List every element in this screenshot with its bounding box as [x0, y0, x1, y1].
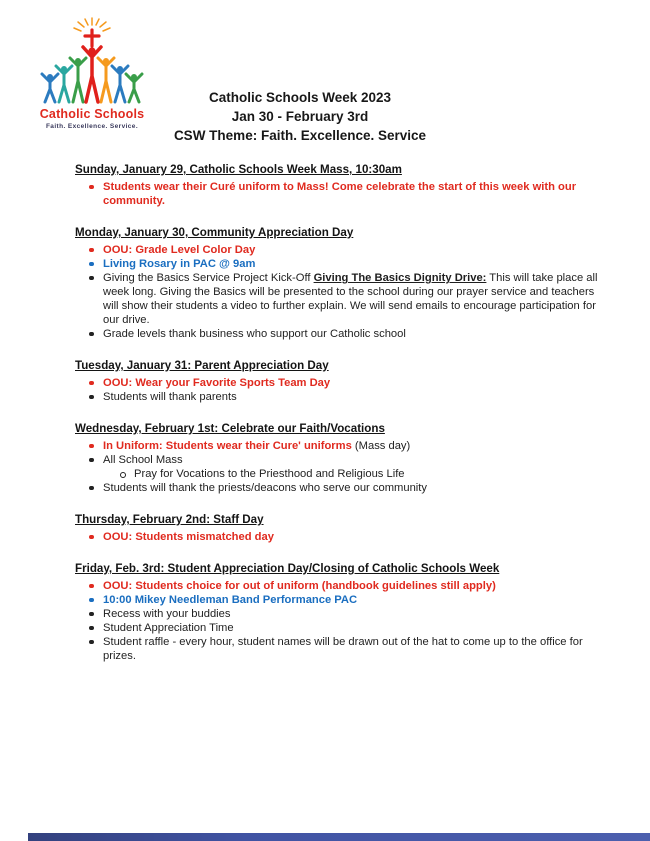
disc-bullet-icon — [88, 579, 103, 593]
disc-bullet-icon — [88, 327, 103, 341]
section-heading: Monday, January 30, Community Appreciation Day — [75, 226, 354, 239]
disc-bullet-icon — [88, 257, 103, 271]
schedule-item — [75, 243, 599, 257]
disc-bullet-icon — [88, 621, 103, 635]
text-segment: OOU: Students choice for out of uniform (handbook guidelines still apply) — [103, 580, 496, 592]
text-segment: Student Appreciation Time — [103, 622, 234, 634]
text-segment: Pray for Vocations to the Priesthood and Religious Life — [134, 468, 405, 480]
section-heading: Friday, Feb. 3rd: Student Appreciation Day/Closing of Catholic Schools Week — [75, 562, 500, 575]
disc-bullet-icon — [88, 593, 103, 607]
schedule-section — [75, 422, 599, 495]
section-heading: Sunday, January 29, Catholic Schools Week Mass, 10:30am — [75, 163, 402, 176]
catholic-schools-logo-graphic — [37, 16, 147, 106]
item-text — [134, 467, 599, 481]
item-text — [103, 481, 599, 495]
text-segment: Students will thank parents — [103, 391, 237, 403]
schedule-item — [75, 257, 599, 271]
text-segment: Giving The Basics Dignity Drive: — [313, 272, 487, 284]
text-segment: 10:00 Mikey Needleman Band Performance PAC — [103, 594, 358, 606]
section-heading: Thursday, February 2nd: Staff Day — [75, 513, 264, 526]
title-line-1: Catholic Schools Week 2023 — [208, 90, 392, 105]
text-segment: Grade levels thank business who support our Catholic school — [103, 328, 406, 340]
text-segment: This will take place all week long. Giving the Basics will be presented to the school during our prayer service and teachers will show their students a video to further explain. We will send emails to encourage participation for our drive. — [103, 272, 598, 326]
schedule-section — [75, 513, 599, 544]
text-segment: OOU: Students mismatched day — [103, 531, 274, 543]
circle-bullet-icon — [119, 467, 134, 481]
disc-bullet-icon — [88, 453, 103, 467]
schedule-section — [75, 163, 599, 208]
cross-icon — [85, 30, 99, 46]
text-segment: OOU: Grade Level Color Day — [103, 244, 256, 256]
item-text — [103, 243, 599, 257]
schedule-item — [75, 390, 599, 404]
schedule-section — [75, 562, 599, 663]
item-text — [103, 635, 599, 663]
schedule-item — [75, 593, 599, 607]
text-segment: In Uniform: Students wear their Cure' uniforms — [103, 440, 352, 452]
item-text — [103, 257, 599, 271]
schedule-section — [75, 359, 599, 404]
disc-bullet-icon — [88, 376, 103, 390]
disc-bullet-icon — [88, 439, 103, 453]
disc-bullet-icon — [88, 607, 103, 621]
schedule-item — [75, 481, 599, 495]
disc-bullet-icon — [88, 635, 103, 663]
scan-artifact-bar — [28, 833, 650, 841]
schedule-item — [75, 327, 599, 341]
text-segment: All School Mass — [103, 454, 183, 466]
schedule-item — [75, 530, 599, 544]
disc-bullet-icon — [88, 271, 103, 327]
schedule-item — [75, 467, 599, 481]
item-text — [103, 180, 599, 208]
disc-bullet-icon — [88, 481, 103, 495]
schedule-item — [75, 453, 599, 467]
item-text — [103, 579, 599, 593]
item-text — [103, 390, 599, 404]
schedule-item — [75, 180, 599, 208]
schedule-item — [75, 376, 599, 390]
item-text — [103, 439, 599, 453]
item-text — [103, 453, 599, 467]
schedule-item — [75, 635, 599, 663]
title-line-2: Jan 30 - February 3rd — [231, 109, 369, 124]
schedule-item — [75, 607, 599, 621]
text-segment: Student raffle - every hour, student names will be drawn out of the hat to come up to the office for prizes. — [103, 636, 583, 662]
schedule-item — [75, 439, 599, 453]
disc-bullet-icon — [88, 180, 103, 208]
text-segment: Students wear their Curé uniform to Mass! Come celebrate the start of this week with our community. — [103, 181, 577, 207]
text-segment: OOU: Wear your Favorite Sports Team Day — [103, 377, 331, 389]
section-heading: Wednesday, February 1st: Celebrate our Faith/Vocations — [75, 422, 385, 435]
item-text — [103, 271, 599, 327]
disc-bullet-icon — [88, 243, 103, 257]
title-line-3: CSW Theme: Faith. Excellence. Service — [173, 128, 427, 143]
document-title — [150, 88, 450, 145]
item-text — [103, 607, 599, 621]
item-text — [103, 621, 599, 635]
schedule-item — [75, 271, 599, 327]
item-text — [103, 376, 599, 390]
schedule-item — [75, 621, 599, 635]
text-segment: Living Rosary in PAC @ 9am — [103, 258, 256, 270]
item-text — [103, 530, 599, 544]
text-segment: Students will thank the priests/deacons who serve our community — [103, 482, 427, 494]
item-text — [103, 593, 599, 607]
item-text — [103, 327, 599, 341]
schedule-section — [75, 226, 599, 341]
text-segment: Recess with your buddies — [103, 608, 231, 620]
schedule — [75, 163, 599, 681]
text-segment: (Mass day) — [351, 440, 411, 452]
text-segment: Giving the Basics Service Project Kick-Off — [103, 272, 314, 284]
logo-tagline: Faith. Excellence. Service. — [45, 123, 139, 130]
disc-bullet-icon — [88, 390, 103, 404]
disc-bullet-icon — [88, 530, 103, 544]
schedule-item — [75, 579, 599, 593]
logo-wordmark: Catholic Schools — [39, 107, 145, 121]
section-heading: Tuesday, January 31: Parent Appreciation Day — [75, 359, 329, 372]
catholic-schools-logo — [34, 16, 150, 130]
people-figures-icon — [42, 47, 142, 102]
